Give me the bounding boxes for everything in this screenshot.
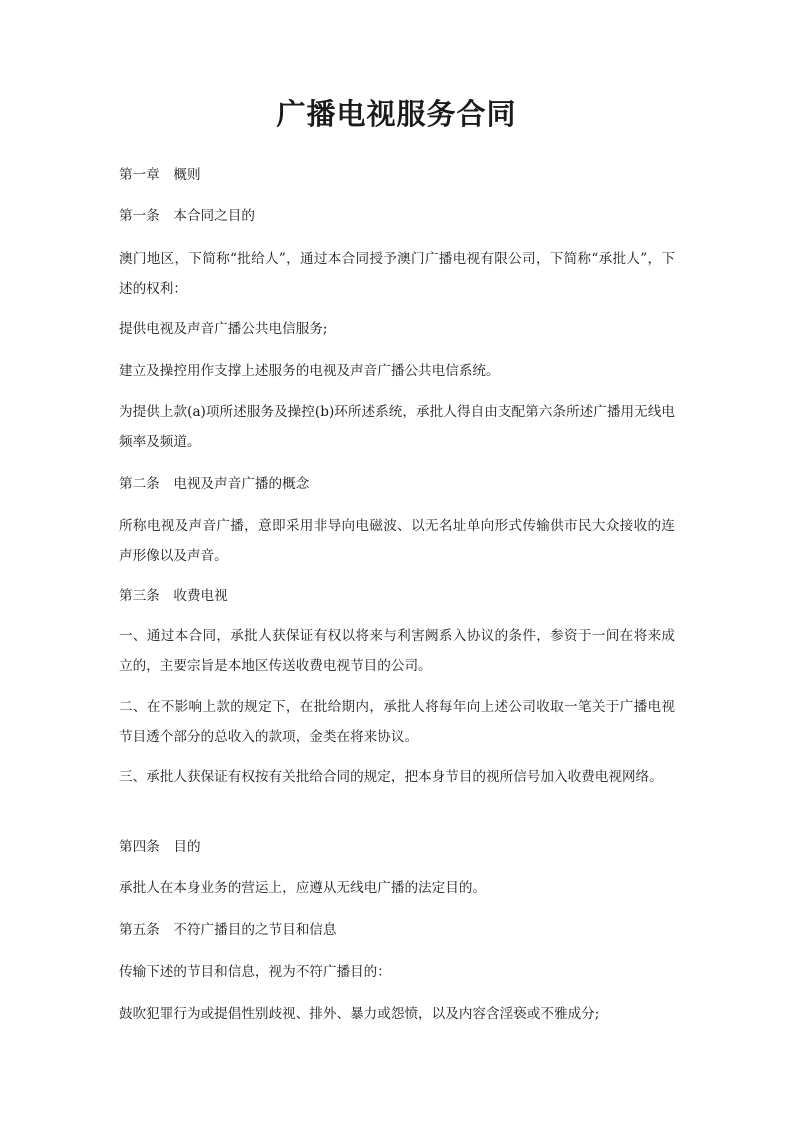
article-heading: 第三条 收费电视 — [119, 588, 228, 604]
body-paragraph: 三、承批人获保证有权按有关批给合同的规定，把本身节目的视所信号加入收费电视网络。 — [119, 769, 663, 785]
article-heading: 第一条 本合同之目的 — [119, 208, 255, 224]
body-paragraph: 所称电视及声音广播，意即采用非导向电磁波、以无名址单向形式传输供市民大众接收的连声形像以及声音。 — [119, 518, 675, 564]
body-paragraph: 为提供上款(a)项所述服务及操控(b)环所述系统，承批人得自由支配第六条所述广播用无线电频率及频道。 — [119, 404, 675, 450]
body-paragraph: 一、通过本合同，承批人获保证有权以将来与利害阙系入协议的条件，参资于一间在将来成立的，主要宗旨是本地区传送收费电视节目的公司。 — [119, 628, 675, 674]
article-heading: 第五条 不符广播目的之节目和信息 — [119, 922, 337, 938]
body-paragraph: 澳门地区，下简称“批给人”，通过本合同授予澳门广播电视有限公司，下简称“承批人”，下述的权利： — [119, 251, 675, 297]
list-item: 建立及操控用作支撑上述服务的电视及声音广播公共电信系统。 — [119, 363, 500, 379]
list-item: 提供电视及声音广播公共电信服务; — [119, 321, 328, 337]
article-heading: 第四条 目的 — [119, 839, 201, 855]
chapter-heading: 第一章 概则 — [119, 167, 201, 183]
document-title: 广播电视服务合同 — [276, 97, 517, 131]
list-item: 鼓吹犯罪行为或提倡性别歧视、排外、暴力或怨愤，以及内容含淫亵或不雅成分; — [119, 1006, 600, 1022]
body-paragraph: 传输下述的节目和信息，视为不符广播目的： — [119, 964, 391, 980]
body-paragraph: 二、在不影响上款的规定下，在批给期内，承批人将每年向上述公司收取一笔关于广播电视节目透个部分的总收入的款项，金类在将来协议。 — [119, 699, 675, 745]
article-heading: 第二条 电视及声音广播的概念 — [119, 476, 310, 492]
body-paragraph: 承批人在本身业务的营运上，应遵从无线电广播的法定目的。 — [119, 880, 487, 896]
